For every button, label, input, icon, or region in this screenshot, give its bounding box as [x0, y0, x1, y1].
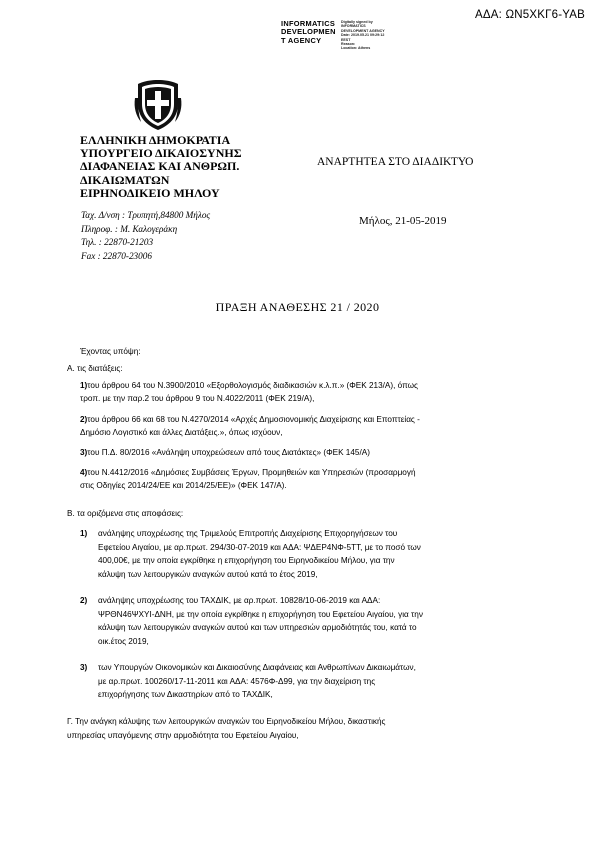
list-item-line: επιχορήγησης των Δικαστηρίων από το ΤΑΧΔΙΚ,: [98, 690, 273, 699]
contact-info: Πληροφ. : Μ. Καλογεράκη: [81, 223, 178, 234]
issuer-line: ΔΙΑΦΑΝΕΙΑΣ ΚΑΙ ΑΝΘΡΩΠ.: [80, 159, 240, 174]
list-item-text: του Ν.4412/2016 «Δημόσιες Συμβάσεις Έργων, Προμηθειών και Υπηρεσιών (προσαρμογή: [87, 468, 416, 477]
list-item-number: 1): [80, 381, 88, 390]
signature-detail-line: INFORMATICS: [341, 24, 366, 29]
signature-name-line: INFORMATICS: [281, 19, 336, 28]
contact-phone: Τηλ. : 22870-21203: [81, 237, 154, 247]
list-item-line: ανάληψης υποχρέωσης του ΤΑΧΔΙΚ, με αρ.πρωτ. 10828/10-06-2019 και ΑΔΑ:: [98, 596, 381, 605]
section-c-paragraph: [67, 715, 514, 742]
considering-line: Έχοντας υπόψη:: [80, 347, 141, 356]
list-item: [80, 446, 514, 460]
list-item: [80, 413, 514, 427]
digital-signature-stamp: [281, 20, 391, 60]
list-item: [98, 661, 514, 702]
list-item-number: 3): [80, 448, 88, 457]
list-item-line: ΨΡΘΝ46ΨΧΥΙ-ΔΝΗ, με την οποία εγκρίθηκε η επιχορήγηση του Εφετείου Αιγαίου, για την: [98, 609, 423, 619]
list-item-line: των Υπουργών Οικονομικών και Δικαιοσύνης Διαφάνειας και Ανθρωπίνων Δικαιωμάτων,: [98, 663, 416, 672]
issuer-line: ΥΠΟΥΡΓΕΙΟ ΔΙΚΑΙΟΣΥΝΗΣ: [80, 146, 242, 161]
section-b-heading: Β. τα οριζόμενα στις αποφάσεις:: [67, 509, 184, 518]
list-item-continuation: Δημόσιο Λογιστικό και άλλες Διατάξεις.», όπως ισχύουν,: [80, 428, 283, 437]
place-date: Μήλος, 21-05-2019: [359, 215, 447, 227]
signature-detail-line: Date: 2019.05.21 09:29:12: [341, 33, 385, 38]
list-item-number: 1): [80, 529, 88, 538]
signature-name-line: DEVELOPMEN: [281, 27, 336, 37]
issuer-line: ΕΙΡΗΝΟΔΙΚΕΙΟ ΜΗΛΟΥ: [80, 185, 220, 200]
list-item-line: οικ.έτος 2019,: [98, 636, 149, 646]
list-item-line: ανάληψης υποχρέωσης της Τριμελούς Επιτροπής Διαχείρισης Επιχορηγήσεων του: [98, 529, 398, 538]
list-item-text: του Π.Δ. 80/2016 «Ανάληψη υποχρεώσεων από τους Διατάκτες» (ΦΕΚ 145/Α): [87, 448, 370, 457]
signature-detail-line: EEST: [341, 37, 351, 42]
issuer-block: [80, 134, 295, 200]
signature-detail-line: Digitally signed by: [341, 20, 373, 24]
list-item-continuation: τροπ. με την παρ.2 του άρθρου 9 του Ν.4022/2011 (ΦΕΚ 219/Α),: [80, 394, 315, 403]
issuer-line: ΔΙΚΑΙΩΜΑΤΩΝ: [80, 172, 170, 187]
contact-address: Ταχ. Δ/νση : Τρυπητή,84800 Μήλος: [81, 210, 211, 220]
signature-detail-line: Location: Athens: [341, 46, 371, 51]
signature-name-line: T AGENCY: [281, 35, 322, 45]
contact-fax: Fax : 22870-23006: [81, 250, 152, 261]
signature-detail-line: DEVELOPMENT AGENCY: [341, 28, 385, 33]
list-item: [98, 594, 514, 648]
posting-note: ΑΝΑΡΤΗΤΕΑ ΣΤΟ ΔΙΑΔΙΚΤΥΟ: [317, 156, 474, 168]
list-item-line: κάλυψη των λειτουργικών αναγκών αυτού και των υπηρεσιών αρμοδιότητάς του, κατά το: [98, 623, 417, 632]
list-item-number: 3): [80, 663, 88, 672]
document-title: ΠΡΑΞΗ ΑΝΑΘΕΣΗΣ 21 / 2020: [215, 300, 380, 314]
list-item-text: του άρθρου 64 του Ν.3900/2010 «Εξορθολογισμός διαδικασιών κ.λ.π.» (ΦΕΚ 213/Α), όπως: [87, 381, 418, 390]
ada-code: ΑΔΑ: ΩΝ5ΧΚΓ6-ΥΑΒ: [475, 9, 585, 21]
list-item-line: με αρ.πρωτ. 100260/17-11-2011 και ΑΔΑ: 4576Φ-Δ99, για την διαχείριση της: [98, 676, 376, 686]
list-item-number: 4): [80, 468, 88, 477]
signature-detail-line: Reason:: [341, 42, 356, 47]
list-item-line: Εφετείου Αιγαίου, με αρ.πρωτ. 294/30-07-2019 και ΑΔΑ: ΨΔΕΡ4ΝΦ-5ΤΤ, με το ποσό των: [98, 542, 421, 552]
list-item: [80, 466, 514, 480]
section-c-line: υπηρεσίας υπαγόμενης στην αρμοδιότητα του Εφετείου Αιγαίου,: [67, 730, 299, 740]
section-a-heading: Α. τις διατάξεις:: [67, 364, 123, 373]
list-item: [98, 527, 514, 581]
list-item-number: 2): [80, 415, 88, 424]
list-item: [80, 379, 514, 393]
list-item-number: 2): [80, 596, 88, 605]
issuer-line: ΕΛΛΗΝΙΚΗ ΔΗΜΟΚΡΑΤΙΑ: [80, 133, 231, 147]
list-item-text: του άρθρου 66 και 68 του Ν.4270/2014 «Αρχές Δημοσιονομικής Διαχείρισης και Εποπτείας -: [87, 415, 420, 424]
greek-emblem-icon: [133, 78, 183, 132]
list-item-line: 400,00€, με την οποία εγκρίθηκε η επιχορήγηση του Ειρηνοδικείου Μήλου, για την: [98, 556, 395, 565]
section-c-line: Γ. Την ανάγκη κάλυψης των λειτουργικών αναγκών του Ειρηνοδικείου Μήλου, δικαστικής: [67, 717, 386, 726]
list-item-continuation: στις Οδηγίες 2014/24/ΕΕ και 2014/25/ΕΕ)» (ΦΕΚ 147/Α).: [80, 481, 287, 490]
contact-block: [81, 209, 210, 263]
signature-details: [341, 20, 385, 51]
list-item-line: κάλυψη των λειτουργικών αναγκών αυτού κατά το έτος 2019,: [98, 569, 318, 579]
